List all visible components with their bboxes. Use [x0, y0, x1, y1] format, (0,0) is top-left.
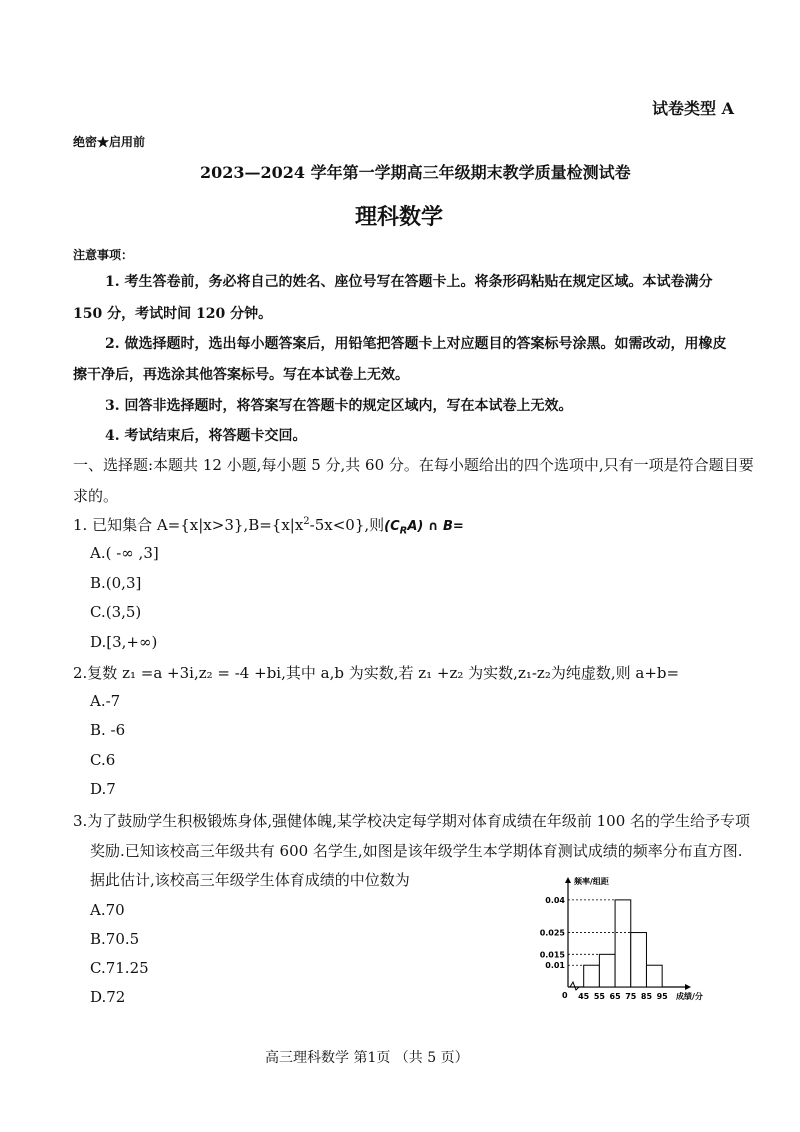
page-footer: 高三理科数学 第1页 （共 5 页） — [265, 1050, 469, 1066]
q1-formula-sub: R — [399, 525, 408, 537]
note-1-line-2: 150 分，考试时间 120 分钟。 — [73, 306, 273, 322]
q1-stem-sup: 2 — [303, 516, 310, 527]
y-tick-label: 0.025 — [540, 928, 565, 938]
x-tick-label: 85 — [640, 992, 653, 1001]
x-axis-label: 成绩/分 — [676, 992, 703, 1001]
q1-option-c: C.(3,5) — [90, 603, 142, 621]
x-tick-label: 65 — [609, 992, 621, 1001]
q2-option-a: A.-7 — [90, 692, 121, 710]
y-axis-arrow — [565, 877, 571, 883]
subject-title: 理科数学 — [355, 204, 444, 230]
notes-heading: 注意事项： — [73, 248, 134, 262]
histogram-bar — [584, 965, 600, 987]
x-axis-arrow — [685, 984, 691, 990]
secret-mark: 绝密★启用前 — [73, 135, 146, 149]
note-4: 4. 考试结束后，将答题卡交回。 — [105, 428, 307, 444]
y-tick-label: 0.015 — [540, 950, 565, 960]
q3-option-d: D.72 — [90, 988, 126, 1006]
histogram-bar — [599, 954, 615, 987]
histogram-bar — [646, 965, 662, 987]
q2-option-b: B. -6 — [90, 721, 126, 739]
q2-option-c: C.6 — [90, 751, 116, 769]
q1-option-d: D.[3,+∞) — [90, 633, 158, 651]
q1-formula — [384, 519, 464, 537]
q1-option-b: B.(0,3] — [90, 574, 142, 592]
origin-label: 0 — [562, 991, 568, 1000]
q1-stem-text-a: 1. 已知集合 A={x|x>3},B={x|x — [73, 516, 304, 534]
x-tick-label: 75 — [625, 992, 637, 1001]
q3-option-b: B.70.5 — [90, 930, 140, 948]
x-tick-label: 45 — [578, 992, 590, 1001]
q3-stem-line-2: 奖励.已知该校高三年级共有 600 名学生,如图是该年级学生本学期体育测试成绩的频率分布直方图. — [90, 842, 743, 860]
note-2-line-2: 擦干净后，再选涂其他答案标号。写在本试卷上无效。 — [73, 367, 409, 383]
q2-option-d: D.7 — [90, 780, 116, 798]
y-tick-label: 0.04 — [545, 895, 565, 905]
q1-formula-tail: A) ∩ B= — [407, 519, 464, 534]
q1-stem-text-b: -5x<0},则 — [309, 516, 385, 534]
q1-formula-text: (C — [384, 519, 400, 534]
axis-break-mark — [570, 982, 579, 990]
section-1-intro-line-1: 一、选择题:本题共 12 小题,每小题 5 分,共 60 分。在每小题给出的四个选项中,只有一项是符合题目要 — [73, 456, 754, 474]
histogram-bar — [615, 900, 631, 987]
y-tick-label: 0.01 — [545, 961, 565, 971]
note-1-line-1: 1. 考生答卷前，务必将自己的姓名、座位号写在答题卡上。将条形码粘贴在规定区域。本试卷满分 — [105, 274, 713, 290]
x-tick-label: 95 — [656, 992, 668, 1001]
x-tick-label: 55 — [593, 992, 605, 1001]
histogram-bar — [631, 933, 647, 987]
q3-stem-line-3: 据此估计,该校高三年级学生体育成绩的中位数为 — [90, 871, 410, 889]
frequency-histogram — [540, 875, 720, 1010]
q3-option-c: C.71.25 — [90, 959, 149, 977]
q1-stem — [73, 514, 464, 537]
note-3: 3. 回答非选择题时，将答案写在答题卡的规定区域内，写在本试卷上无效。 — [105, 398, 573, 414]
exam-title: 2023—2024 学年第一学期高三年级期末教学质量检测试卷 — [200, 163, 631, 182]
q1-option-a: A.( -∞ ,3] — [90, 544, 159, 562]
paper-type: 试卷类型 A — [652, 99, 734, 118]
q3-option-a: A.70 — [90, 901, 125, 919]
y-axis-label: 频率/组距 — [574, 877, 609, 886]
section-1-intro-line-2: 求的。 — [73, 487, 119, 505]
note-2-line-1: 2. 做选择题时，选出每小题答案后，用铅笔把答题卡上对应题目的答案标号涂黑。如需改动，用橡皮 — [105, 336, 727, 352]
q2-stem: 2.复数 z₁ =a +3i,z₂ = -4 +bi,其中 a,b 为实数,若 z₁ +z₂ 为实数,z₁-z₂为纯虚数,则 a+b= — [73, 664, 680, 682]
q3-stem-line-1: 3.为了鼓励学生积极锻炼身体,强健体魄,某学校决定每学期对体育成绩在年级前 100 名的学生给予专项 — [73, 812, 751, 830]
